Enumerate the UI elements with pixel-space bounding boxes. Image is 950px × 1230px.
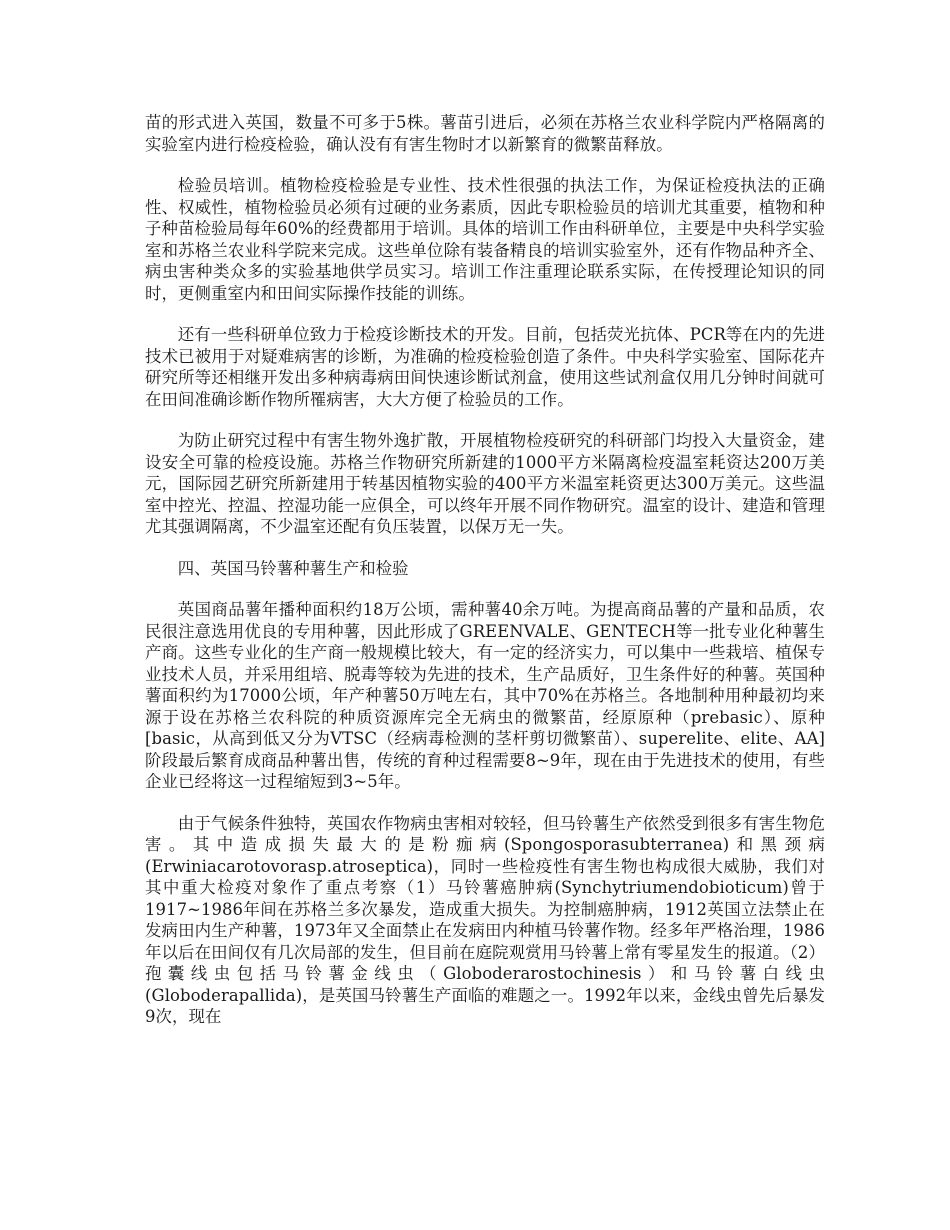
paragraph-seed-potato-production: 英国商品薯年播种面积约18万公顷，需种薯40余万吨。为提高商品薯的产量和品质，农民很注意选用优良的专用种薯，因此形成了GREENVALE、GENTECH等一批专业化种薯生产商。这些专业化的生产商一般规模比较大，有一定的经济实力，可以集中一些栽培、植保专业技术人员，并采用组培、脱毒等较为先进的技术，生产品质好，卫生条件好的种薯。英国种薯面积约为17000公顷，年产种薯50万吨左右，其中70%在苏格兰。各地制种用种最初均来源于设在苏格兰农科院的种质资源库完全无病虫的微繁苗，经原原种（prebasic）、原种[basic，从高到低又分为VTSC（经病毒检测的茎杆剪切微繁苗）、superelite、elite、AA]阶段最后繁育成商品种薯出售，传统的育种过程需要8~9年，现在由于先进技术的使用，有些企业已经将这一过程缩短到3~5年。 <box>145 600 825 791</box>
section-heading: 四、英国马铃薯种薯生产和检验 <box>177 558 409 578</box>
paragraph-diagnostic-technology: 还有一些科研单位致力于检疫诊断技术的开发。目前，包括荧光抗体、PCR等在内的先进技术已被用于对疑难病害的诊断，为准确的检疫检验创造了条件。中央科学实验室、国际花卉研究所等还相继开发出多种病毒病田间快速诊断试剂盒，使用这些试剂盒仅用几分钟时间就可在田间准确诊断作物所罹病害，大大方便了检验员的工作。 <box>145 325 825 409</box>
paragraph-inspector-training: 检验员培训。植物检疫检验是专业性、技术性很强的执法工作，为保证检疫执法的正确性、权威性，植物检验员必须有过硬的业务素质，因此专职检验员的培训尤其重要，植物和种子种苗检验局每年60%的经费都用于培训。具体的培训工作由科研单位，主要是中央科学实验室和苏格兰农业科学院来完成。这些单位除有装备精良的培训实验室外，还有作物品种齐全、病虫害种类众多的实验基地供学员实习。培训工作注重理论联系实际，在传授理论知识的同时，更侧重室内和田间实际操作技能的训练。 <box>145 176 825 303</box>
paragraph-potato-pests: 由于气候条件独特，英国农作物病虫害相对较轻，但马铃薯生产依然受到很多有害生物危害。其中造成损失最大的是粉痂病(Spongosporasubterranea)和黑颈病(Erwiniacarotovorasp.atroseptica)，同时一些检疫性有害生物也构成很大威胁，我们对其中重大检疫对象作了重点考察（1）马铃薯癌肿病(Synchytriumendobioticum)曾于1917~1986年间在苏格兰多次暴发，造成重大损失。为控制癌肿病，1912英国立法禁止在发病田内生产种薯，1973年又全面禁止在发病田内种植马铃薯作物。经多年严格治理，1986年以后在田间仅有几次局部的发生，但目前在庭院观赏用马铃薯上常有零星发生的报道。（2）孢囊线虫包括马铃薯金线虫（Globoderarostochinesis）和马铃薯白线虫(Globoderapallida)，是英国马铃薯生产面临的难题之一。1992年以来，金线虫曾先后暴发9次，现在 <box>145 813 825 1026</box>
paragraph-quarantine-release: 苗的形式进入英国，数量不可多于5株。薯苗引进后，必须在苏格兰农业科学院内严格隔离的实验室内进行检疫检验，确认没有有害生物时才以新繁育的微繁苗释放。 <box>145 113 825 154</box>
paragraph-quarantine-facilities: 为防止研究过程中有害生物外逸扩散，开展植物检疫研究的科研部门均投入大量资金，建设安全可靠的检疫设施。苏格兰作物研究所新建的1000平方米隔离检疫温室耗资达200万美元，国际园艺研究所新建用于转基因植物实验的400平方米温室耗资更达300万美元。这些温室中控光、控温、控湿功能一应俱全，可以终年开展不同作物研究。温室的设计、建造和管理尤其强调隔离，不少温室还配有负压装置，以保万无一失。 <box>145 431 825 536</box>
document-page <box>145 112 825 1048</box>
